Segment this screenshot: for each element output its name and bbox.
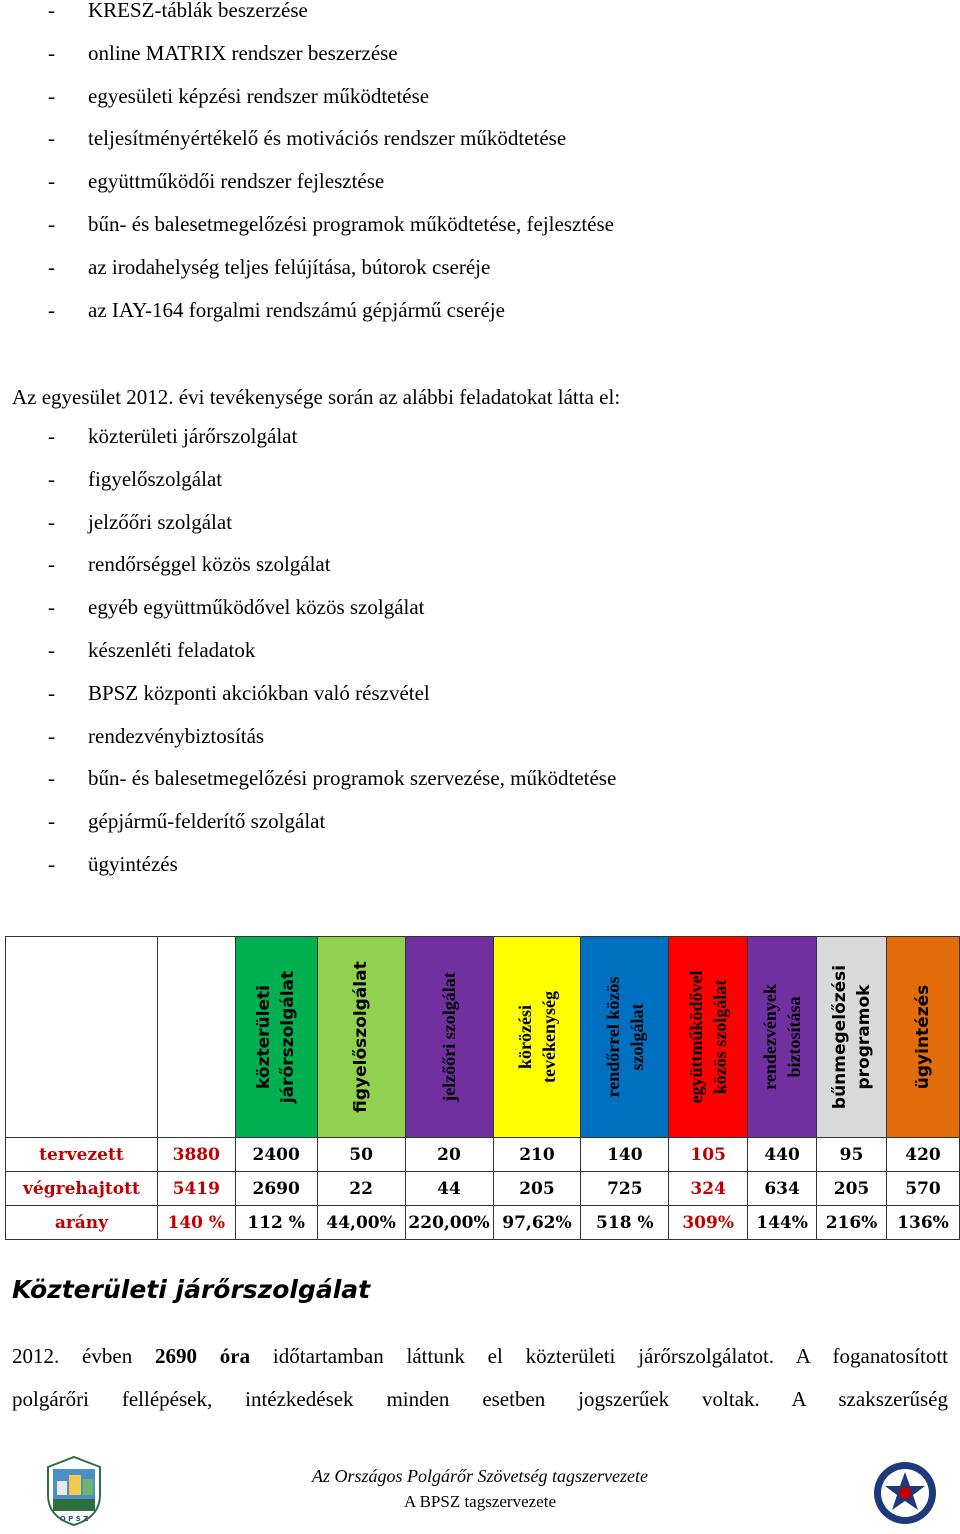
- section-title: Közterületi járőrszolgálat: [12, 1275, 371, 1304]
- task-list-item: [14, 543, 616, 586]
- equipment-list-item: [14, 75, 614, 118]
- list-dash: -: [48, 211, 55, 236]
- list-item-text: gépjármű-felderítő szolgálat: [88, 809, 326, 834]
- table-cell: 725: [581, 1172, 669, 1206]
- list-item-text: egyesületi képzési rendszer működtetése: [88, 83, 430, 108]
- list-item-text: rendezvénybiztosítás: [88, 723, 265, 748]
- svg-text:O P S Z: O P S Z: [59, 1515, 89, 1523]
- table-cell: 2690: [235, 1172, 317, 1206]
- column-header: [669, 937, 748, 1138]
- equipment-list-item: [14, 289, 614, 332]
- paragraph-line-1: 2012. évben 2690 óra időtartamban láttunk el közterületi járőrszolgálatot. A foganatosított: [12, 1344, 948, 1368]
- table-cell: 95: [817, 1138, 887, 1172]
- column-header-line1: közterületi: [254, 985, 275, 1089]
- row-total: 3880: [157, 1138, 235, 1172]
- list-dash: -: [48, 126, 55, 151]
- table-cell: 420: [886, 1138, 959, 1172]
- list-dash: -: [48, 509, 55, 534]
- table-row: [6, 1138, 960, 1172]
- column-header: [493, 937, 581, 1138]
- list-dash: -: [48, 851, 55, 876]
- list-dash: -: [48, 637, 55, 662]
- column-header-line1: rendőrrel közös: [602, 976, 623, 1098]
- table-cell: 97,62%: [493, 1206, 581, 1240]
- list-item-text: az irodahelység teljes felújítása, bútorok cseréje: [88, 254, 491, 279]
- list-item-text: együttműködői rendszer fejlesztése: [88, 169, 385, 194]
- list-dash: -: [48, 766, 55, 791]
- row-total: 140 %: [157, 1206, 235, 1240]
- table-cell: 50: [317, 1138, 405, 1172]
- table-cell: 210: [493, 1138, 581, 1172]
- column-header-line2: programok: [853, 984, 874, 1090]
- list-dash: -: [48, 552, 55, 577]
- list-item-text: teljesítményértékelő és motivációs rendszer működtetése: [88, 126, 567, 151]
- header-empty-label: [6, 937, 158, 1138]
- list-item-text: az IAY-164 forgalmi rendszámú gépjármű cseréje: [88, 297, 505, 322]
- table-row: [6, 1172, 960, 1206]
- task-list-item: [14, 629, 616, 672]
- equipment-list-item: [14, 117, 614, 160]
- table-cell: 44,00%: [317, 1206, 405, 1240]
- table-cell: 144%: [748, 1206, 817, 1240]
- column-header-line2: biztosítása: [784, 996, 805, 1078]
- table-cell: 2400: [235, 1138, 317, 1172]
- task-list-item: [14, 458, 616, 501]
- table-cell: 112 %: [235, 1206, 317, 1240]
- equipment-list: [14, 0, 614, 331]
- row-label: végrehajtott: [6, 1172, 158, 1206]
- column-header-line1: bűnmegelőzési: [829, 964, 850, 1110]
- table-cell: 324: [669, 1172, 748, 1206]
- table-cell: 140: [581, 1138, 669, 1172]
- table-cell: 136%: [886, 1206, 959, 1240]
- paragraph-line-2: polgárőri fellépések, intézkedések minden esetben jogszerűek voltak. A szakszerűség: [12, 1387, 948, 1411]
- task-list-item: [14, 415, 616, 458]
- column-header: [235, 937, 317, 1138]
- table-row: [6, 1206, 960, 1240]
- table-cell: 205: [817, 1172, 887, 1206]
- table-cell: 309%: [669, 1206, 748, 1240]
- list-item-text: figyelőszolgálat: [88, 466, 223, 491]
- column-header-line1: ügyintézés: [912, 984, 933, 1090]
- table-cell: 105: [669, 1138, 748, 1172]
- column-header: [886, 937, 959, 1138]
- list-item-text: készenléti feladatok: [88, 637, 256, 662]
- list-dash: -: [48, 169, 55, 194]
- list-item-text: online MATRIX rendszer beszerzése: [88, 40, 398, 65]
- list-dash: -: [48, 809, 55, 834]
- table-header-row: [6, 937, 960, 1138]
- row-total: 5419: [157, 1172, 235, 1206]
- list-dash: -: [48, 297, 55, 322]
- column-header: [405, 937, 493, 1138]
- column-header-line2: járőrszolgálat: [278, 970, 299, 1104]
- list-dash: -: [48, 0, 55, 22]
- list-item-text: BPSZ központi akciókban való részvétel: [88, 680, 430, 705]
- row-label: arány: [6, 1206, 158, 1240]
- list-dash: -: [48, 723, 55, 748]
- table-cell: 216%: [817, 1206, 887, 1240]
- list-item-text: egyéb együttműködővel közös szolgálat: [88, 595, 425, 620]
- table-cell: 22: [317, 1172, 405, 1206]
- table-cell: 518 %: [581, 1206, 669, 1240]
- task-list-item: [14, 672, 616, 715]
- table-cell: 20: [405, 1138, 493, 1172]
- list-item-text: bűn- és balesetmegelőzési programok működtetése, fejlesztése: [88, 211, 614, 236]
- column-header: [817, 937, 887, 1138]
- table-cell: 634: [748, 1172, 817, 1206]
- list-item-text: közterületi járőrszolgálat: [88, 424, 298, 448]
- list-item-text: bűn- és balesetmegelőzési programok szervezése, működtetése: [88, 766, 617, 791]
- column-header-line2: szolgálat: [626, 1003, 647, 1071]
- row-label: tervezett: [6, 1138, 158, 1172]
- task-list-item: [14, 586, 616, 629]
- list-item-text: jelzőőri szolgálat: [88, 509, 233, 534]
- list-dash: -: [48, 466, 55, 491]
- equipment-list-item: [14, 0, 614, 32]
- activity-table: [5, 936, 960, 1240]
- bpsz-seal-icon: [872, 1460, 938, 1526]
- equipment-list-item: [14, 246, 614, 289]
- intro-text: Az egyesület 2012. évi tevékenysége során az alábbi feladatokat látta el:: [12, 385, 621, 409]
- hours-bold: 2690 óra: [155, 1344, 251, 1368]
- column-header-line1: rendezvények: [760, 984, 781, 1090]
- column-header: [748, 937, 817, 1138]
- footer-line-1: Az Országos Polgárőr Szövetség tagszervezete: [312, 1466, 648, 1486]
- column-header-line2: közös szolgálat: [710, 979, 731, 1095]
- column-header: [317, 937, 405, 1138]
- table-cell: 205: [493, 1172, 581, 1206]
- task-list-item: [14, 757, 616, 800]
- task-list-item: [14, 501, 616, 544]
- header-empty-total: [157, 937, 235, 1138]
- task-list-item: [14, 800, 616, 843]
- list-dash: -: [48, 680, 55, 705]
- task-list-item: [14, 843, 616, 886]
- column-header-line1: jelzőőri szolgálat: [439, 972, 460, 1102]
- tasks-list: [14, 415, 616, 886]
- list-dash: -: [48, 40, 55, 65]
- list-dash: -: [48, 83, 55, 108]
- column-header-line1: körözési: [514, 1005, 535, 1069]
- table-cell: 44: [405, 1172, 493, 1206]
- list-item-text: ügyintézés: [88, 851, 178, 876]
- list-dash: -: [48, 424, 55, 448]
- column-header-line1: együttműködővel: [686, 970, 707, 1104]
- table-cell: 440: [748, 1138, 817, 1172]
- task-list-item: [14, 715, 616, 758]
- column-header-line1: figyelőszolgálat: [351, 961, 372, 1113]
- column-header-line2: tevékenység: [538, 991, 559, 1083]
- column-header: [581, 937, 669, 1138]
- table-cell: 570: [886, 1172, 959, 1206]
- equipment-list-item: [14, 203, 614, 246]
- list-item-text: rendőrséggel közös szolgálat: [88, 552, 331, 577]
- footer-line-2: A BPSZ tagszervezete: [403, 1492, 556, 1511]
- list-dash: -: [48, 254, 55, 279]
- list-item-text: KRESZ-táblák beszerzése: [88, 0, 308, 22]
- equipment-list-item: [14, 32, 614, 75]
- table-cell: 220,00%: [405, 1206, 493, 1240]
- equipment-list-item: [14, 160, 614, 203]
- list-dash: -: [48, 595, 55, 620]
